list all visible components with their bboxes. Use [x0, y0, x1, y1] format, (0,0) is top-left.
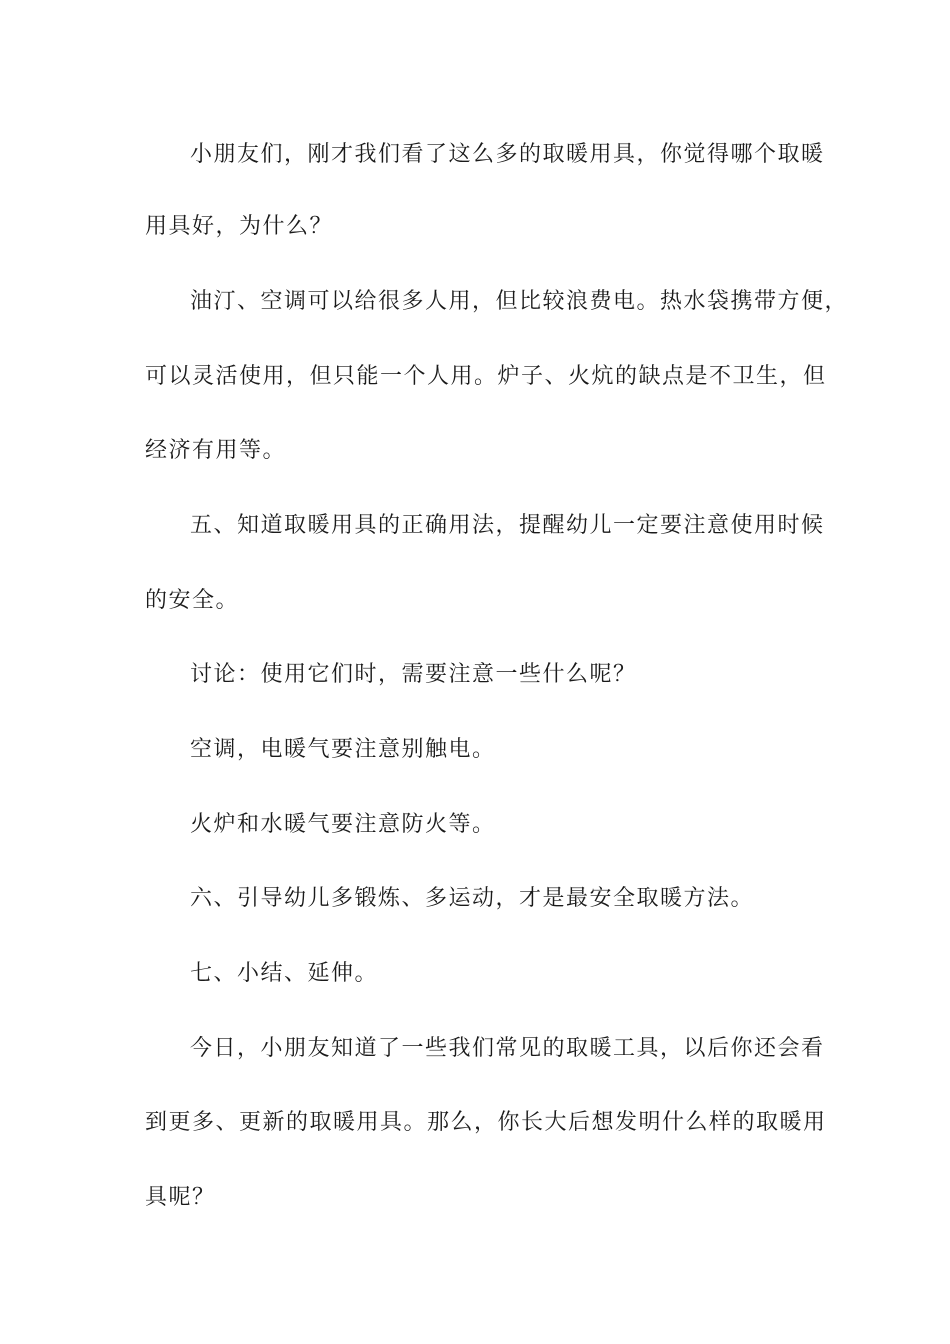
paragraph-line-7: 的安全。: [145, 588, 240, 613]
paragraph-line-5: 经济有用等。: [145, 438, 287, 463]
paragraph-line-1: 小朋友们，刚才我们看了这么多的取暖用具，你觉得哪个取暖: [190, 142, 825, 167]
discussion-question: 讨论：使用它们时，需要注意一些什么呢？: [190, 662, 637, 687]
section-heading-6: 六、引导幼儿多锻炼、多运动，才是最安全取暖方法。: [190, 886, 755, 911]
paragraph-line-3: 油汀、空调可以给很多人用，但比较浪费电。热水袋携带方便，: [190, 289, 849, 314]
paragraph-line-13: 今日，小朋友知道了一些我们常见的取暖工具，以后你还会看: [190, 1036, 825, 1061]
paragraph-line-14: 到更多、更新的取暖用具。那么，你长大后想发明什么样的取暖用: [145, 1110, 827, 1135]
paragraph-line-2: 用具好，为什么？: [145, 214, 334, 239]
paragraph-line-4: 可以灵活使用，但只能一个人用。炉子、火炕的缺点是不卫生，但: [145, 364, 827, 389]
discussion-answer-2: 火炉和水暖气要注意防火等。: [190, 812, 496, 837]
paragraph-line-15: 具呢？: [145, 1185, 216, 1210]
discussion-answer-1: 空调，电暖气要注意别触电。: [190, 737, 496, 762]
section-heading-5: 五、知道取暖用具的正确用法，提醒幼儿一定要注意使用时候: [190, 513, 825, 538]
section-heading-7: 七、小结、延伸。: [190, 961, 379, 986]
